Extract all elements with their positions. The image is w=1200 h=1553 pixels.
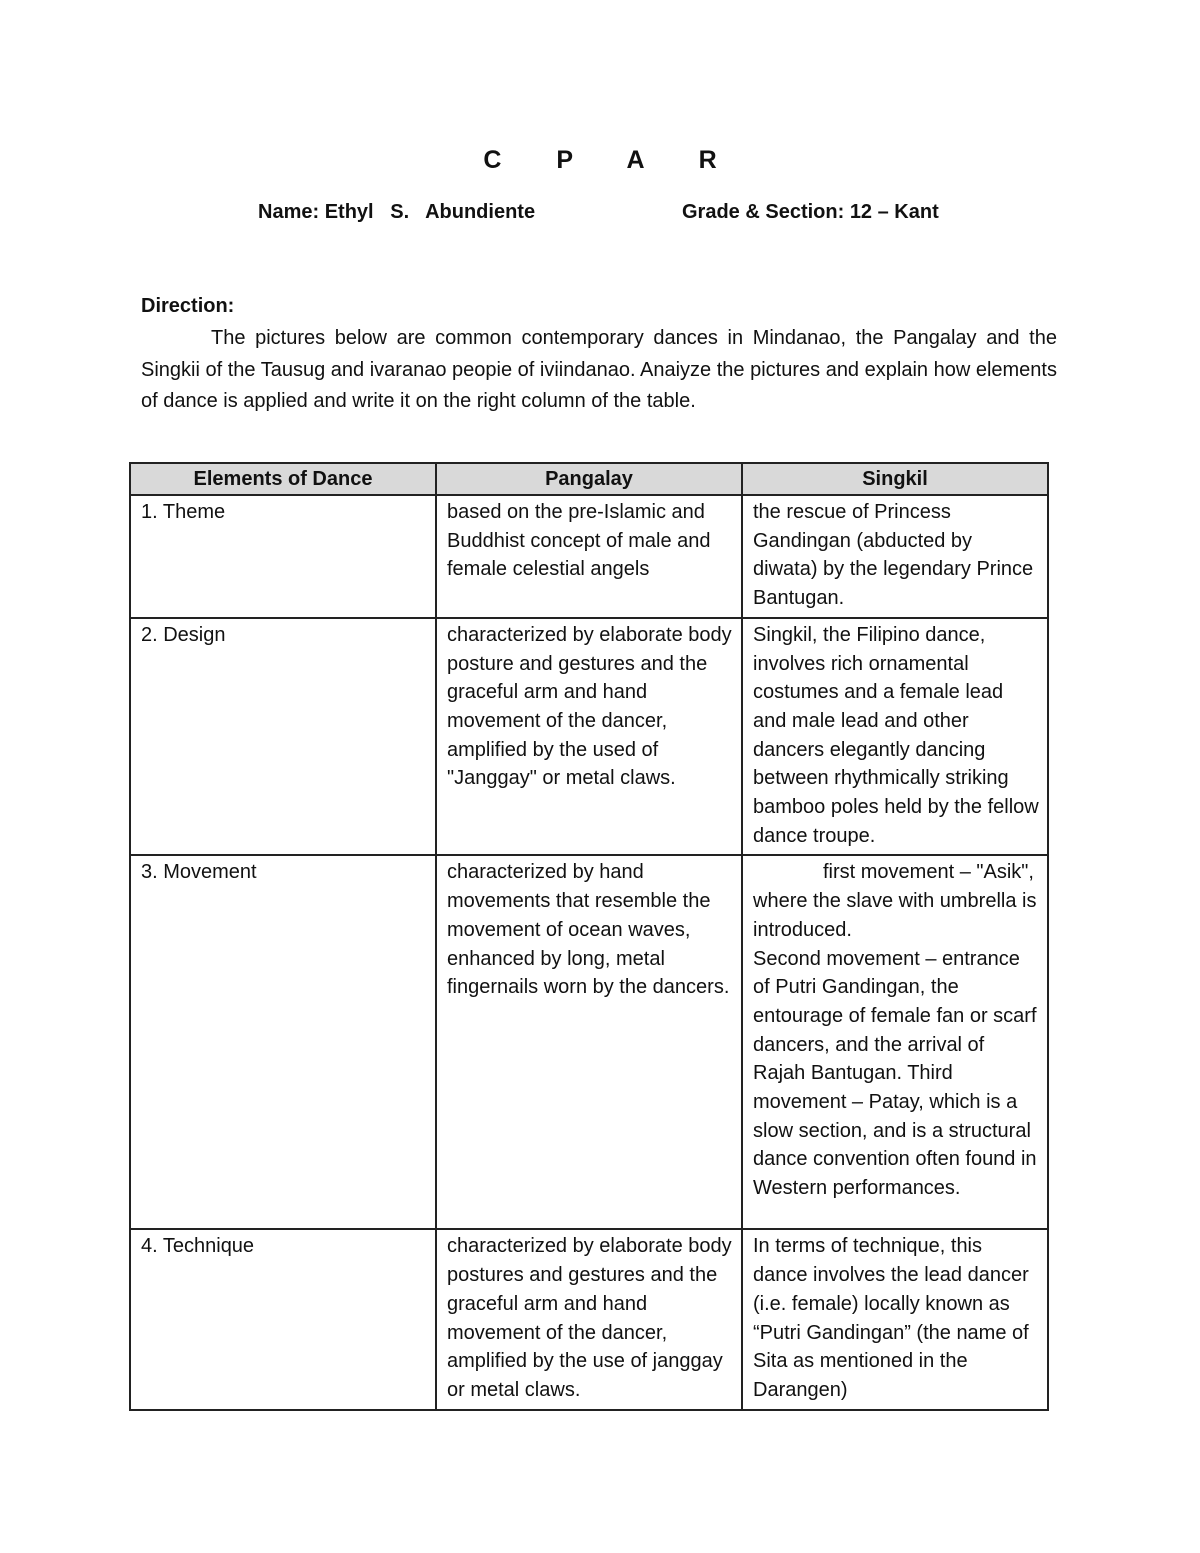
header-singkil: Singkil bbox=[742, 463, 1048, 495]
singkil-cell: the rescue of Princess Gandingan (abducted by diwata) by the legendary Prince Bantugan. bbox=[742, 495, 1048, 618]
singkil-first-movement bbox=[753, 858, 1039, 1202]
direction-label: Direction: bbox=[141, 295, 235, 317]
table-row bbox=[130, 495, 1048, 618]
table-row bbox=[130, 1229, 1048, 1409]
student-name: Name: Ethyl S. Abundiente bbox=[258, 201, 536, 223]
singkil-cell: Singkil, the Filipino dance, involves rich ornamental costumes and a female lead and male lead and other dancers elegantly dancing between rhythmically striking bamboo poles held by the fellow dance troupe. bbox=[742, 618, 1048, 856]
header-elements-of-dance: Elements of Dance bbox=[130, 463, 436, 495]
element-cell: 1. Theme bbox=[130, 495, 436, 618]
element-cell: 4. Technique bbox=[130, 1229, 436, 1409]
element-cell: 2. Design bbox=[130, 618, 436, 856]
table-row bbox=[130, 618, 1048, 856]
grade-section: Grade & Section: 12 – Kant bbox=[682, 201, 939, 223]
header-pangalay: Pangalay bbox=[436, 463, 742, 495]
pangalay-cell: characterized by elaborate body postures and gestures and the graceful arm and hand movement of the dancer, amplified by the use of janggay or metal claws. bbox=[436, 1229, 742, 1409]
singkil-cell bbox=[742, 855, 1048, 1229]
pangalay-cell: based on the pre-Islamic and Buddhist concept of male and female celestial angels bbox=[436, 495, 742, 618]
elements-of-dance-table bbox=[129, 462, 1049, 1411]
direction-text: The pictures below are common contemporary dances in Mindanao, the Pangalay and the Singkii of the Tausug and ivaranao peopie of iviindanao. Anaiyze the pictures and explain how elements of dance is applied and write it on the right column of the table. bbox=[141, 327, 1057, 412]
table-row bbox=[130, 855, 1048, 1229]
element-cell: 3. Movement bbox=[130, 855, 436, 1229]
page-title: C P A R bbox=[483, 146, 741, 174]
table-header-row bbox=[130, 463, 1048, 495]
pangalay-cell: characterized by elaborate body posture and gestures and the graceful arm and hand movement of the dancer, amplified by the used of "Janggay" or metal claws. bbox=[436, 618, 742, 856]
singkil-other-movements-text: Second movement – entrance of Putri Gandingan, the entourage of female fan or scarf dancers, and the arrival of Rajah Bantugan. Third movement – Patay, which is a slow section, and is a structural dance convention often found in Western performances. bbox=[753, 947, 1037, 1200]
singkil-first-movement-text: first movement – "Asik", where the slave with umbrella is introduced. bbox=[753, 861, 1037, 941]
pangalay-cell: characterized by hand movements that resemble the movement of ocean waves, enhanced by long, metal fingernails worn by the dancers. bbox=[436, 855, 742, 1229]
singkil-cell: In terms of technique, this dance involves the lead dancer (i.e. female) locally known as “Putri Gandingan” (the name of Sita as mentioned in the Darangen) bbox=[742, 1229, 1048, 1409]
